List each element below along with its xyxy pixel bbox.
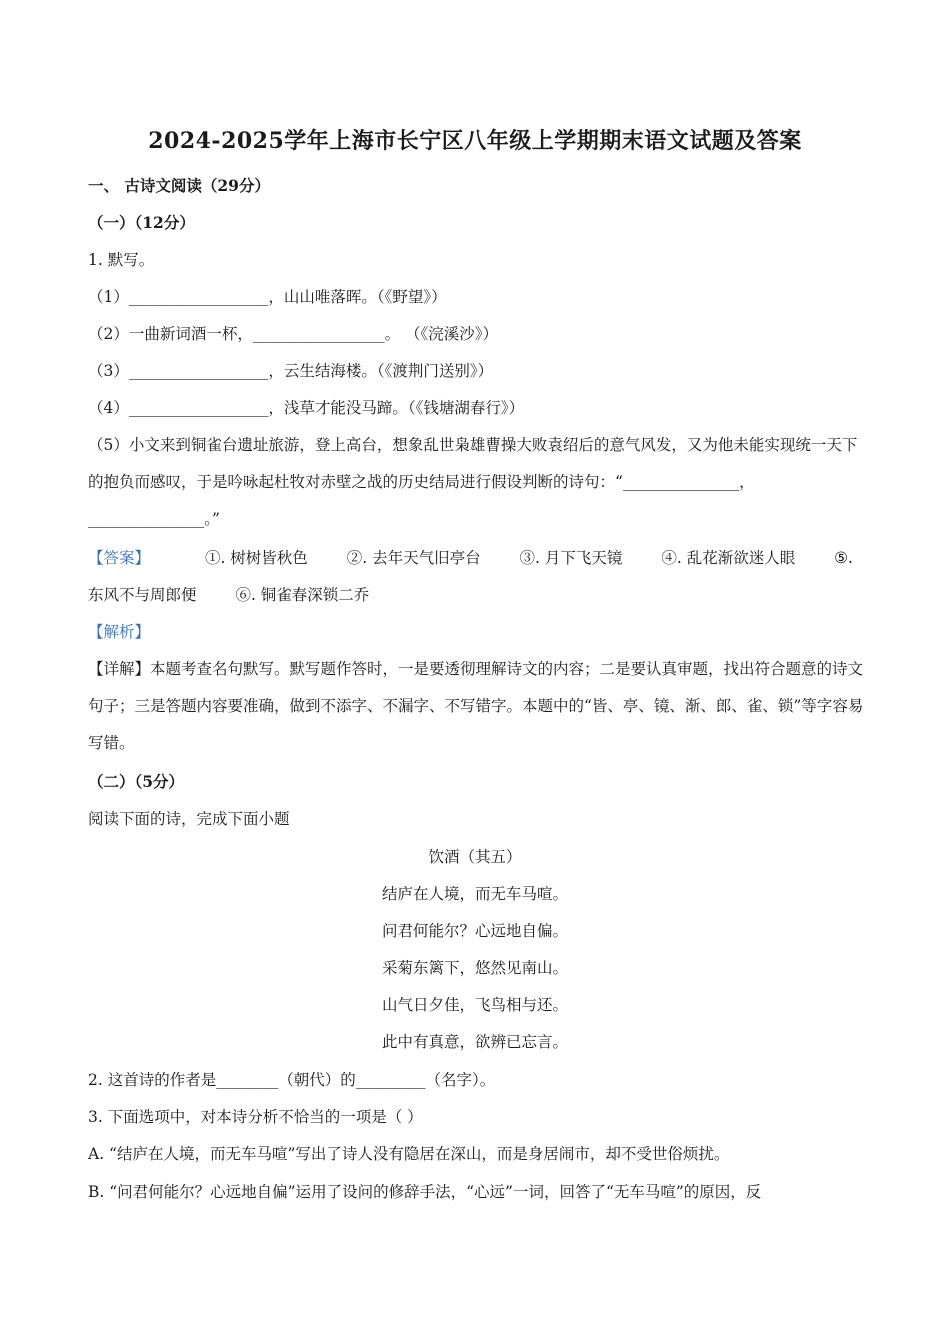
section-heading: 一、 古诗文阅读（29分） <box>88 176 270 195</box>
dictation-item-3: （3）__________________，云生结海楼。（《渡荆门送别》） <box>88 362 494 380</box>
part1-heading: （一）（12分） <box>88 213 195 232</box>
poem-line: 结庐在人境，而无车马喧。 <box>381 885 568 903</box>
answer-item: ④. 乱花渐欲迷人眼 <box>661 549 796 567</box>
question-3: 3. 下面选项中，对本诗分析不恰当的一项是（ ） <box>88 1108 423 1126</box>
poem-title: 饮酒（其五） <box>428 848 522 866</box>
answer-item: ①. 树树皆秋色 <box>204 549 308 567</box>
option-b: B. “问君何能尔？心远地自偏”运用了设问的修辞手法，“心远”一词，回答了“无车马喧”的原因，反 <box>88 1183 762 1201</box>
poem-line: 山气日夕佳，飞鸟相与还。 <box>381 996 568 1014</box>
question-1-stem: 1. 默写。 <box>88 251 155 269</box>
answer-item: ⑤. <box>834 549 853 567</box>
option-a: A. “结庐在人境，而无车马喧”写出了诗人没有隐居在深山，而是身居闹市，却不受世俗烦扰。 <box>88 1145 730 1163</box>
answer-row-2 <box>88 584 868 606</box>
dictation-item-2: （2）一曲新词酒一杯，_________________。 （《浣溪沙》） <box>88 325 499 343</box>
answer-item: 东风不与周郎便 <box>88 586 197 604</box>
question-2: 2. 这首诗的作者是________（朝代）的_________（名字）。 <box>88 1071 496 1089</box>
poem-line: 此中有真意，欲辨已忘言。 <box>381 1033 568 1051</box>
analysis-detail: 【详解】本题考查名句默写。默写题作答时，一是要透彻理解诗文的内容；二是要认真审题，找出符合题意的诗文句子；三是答题内容要准确，做到不添字、不漏字、不写错字。本题中的“皆、亭、镜、渐、郎、雀、锁”等字容易写错。 <box>88 660 864 752</box>
analysis-label: 【解析】 <box>88 623 151 641</box>
dictation-item-1: （1）__________________，山山唯落晖。（《野望》） <box>88 288 447 306</box>
dictation-item-4: （4）__________________，浅草才能没马蹄。（《钱塘湖春行》） <box>88 399 525 417</box>
poem-line: 采菊东篱下，悠然见南山。 <box>381 959 568 977</box>
answer-item: ③. 月下飞天镜 <box>519 549 623 567</box>
part2-heading: （二）（5分） <box>88 772 185 791</box>
dictation-item-5: （5）小文来到铜雀台遗址旅游，登上高台，想象乱世枭雄曹操大败袁绍后的意气风发，又为他未能实现统一天下的抱负而感叹，于是吟咏起杜牧对赤壁之战的历史结局进行假设判断的诗句：“_______________，_______________。” <box>88 436 858 528</box>
answer-item: ②. 去年天气旧亭台 <box>346 549 481 567</box>
answer-row-1 <box>88 547 868 569</box>
document-title: 2024-2025学年上海市长宁区八年级上学期期末语文试题及答案 <box>148 128 802 154</box>
reading-intro: 阅读下面的诗，完成下面小题 <box>88 810 290 828</box>
answer-item: ⑥. 铜雀春深锁二乔 <box>235 586 370 604</box>
poem-line: 问君何能尔？心远地自偏。 <box>381 922 568 940</box>
answer-label: 【答案】 <box>88 549 151 567</box>
